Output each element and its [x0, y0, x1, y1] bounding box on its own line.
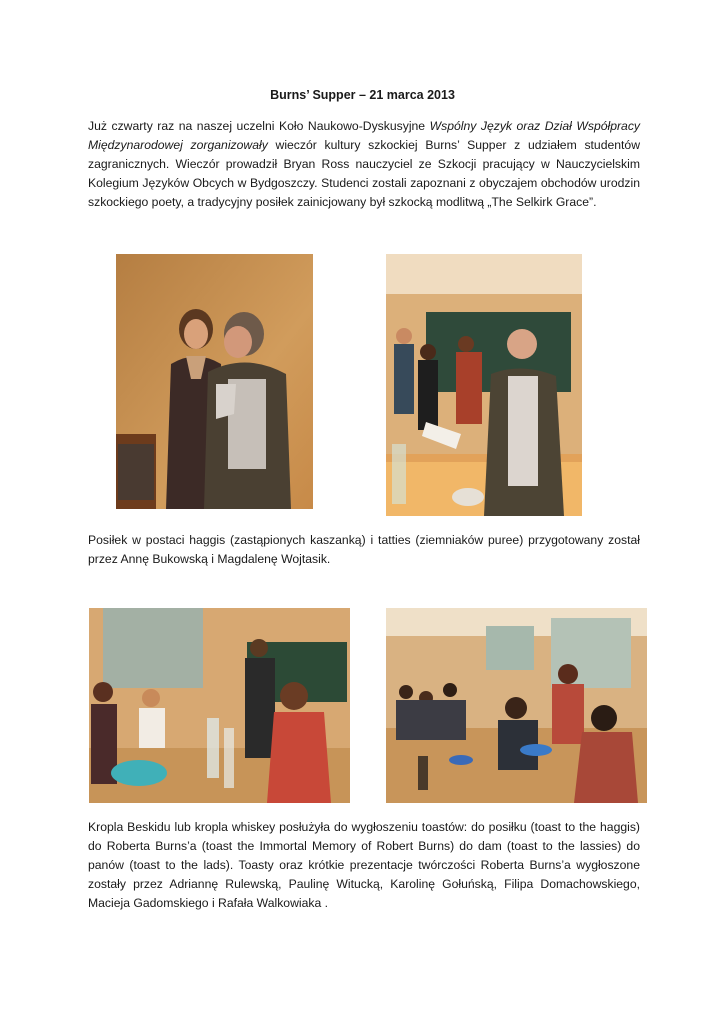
meal-paragraph: Posiłek w postaci haggis (zastąpionych kaszanką) i tatties (ziemniaków puree) przygotowany został przez Annę Bukowską i Magdalenę Wojtasik.	[88, 533, 640, 566]
photo-host-and-guest	[116, 254, 313, 509]
page-title: Burns’ Supper – 21 marca 2013	[270, 88, 455, 102]
intro-text-end: wieczór kultury szkockiej Burns’ Supper z udziałem studentów zagranicznych. Wieczór prowadził Bryan Ross nauczyciel ze Szkocji pracujący w Nauczycielskim Kolegium Języków Obcych w Bydgoszczy. Studenci zostali zapoznani z obyczajem obchodów urodzin szkockiego poety, a tradycyjny posiłek zainicjowany był szkocką modlitwą „The Selkirk Grace”.	[88, 138, 641, 209]
photo-speaker-reading	[386, 254, 582, 516]
intro-italic-text: Wspólny Język oraz Dział Współpracy Międzynarodowej zorganizowały	[88, 119, 641, 152]
photo-students-at-table	[89, 608, 350, 803]
toasts-paragraph: Kropla Beskidu lub kropla whiskey posłużyła do wygłoszeniu toastów: do posiłku (toast to the haggis) do Roberta Burns’a (toast the Immortal Memory of Robert Burns) do dam (toast to the lassies) do panów (toast to the lads). Toasty oraz krótkie prezentacje twórczości Roberta Burns’a wygłoszone zostały przez Adriannę Rulewską, Paulinę Witucką, Karolinę Gołuńską, Filipa Domachowskiego, Macieja Gadomskiego i Rafała Walkowiaka .	[88, 820, 640, 910]
intro-paragraph	[88, 117, 640, 212]
intro-text-start: Już czwarty raz na naszej uczelni Koło Naukowo-Dyskusyjne	[88, 119, 430, 133]
photo-guests-in-room	[386, 608, 647, 803]
